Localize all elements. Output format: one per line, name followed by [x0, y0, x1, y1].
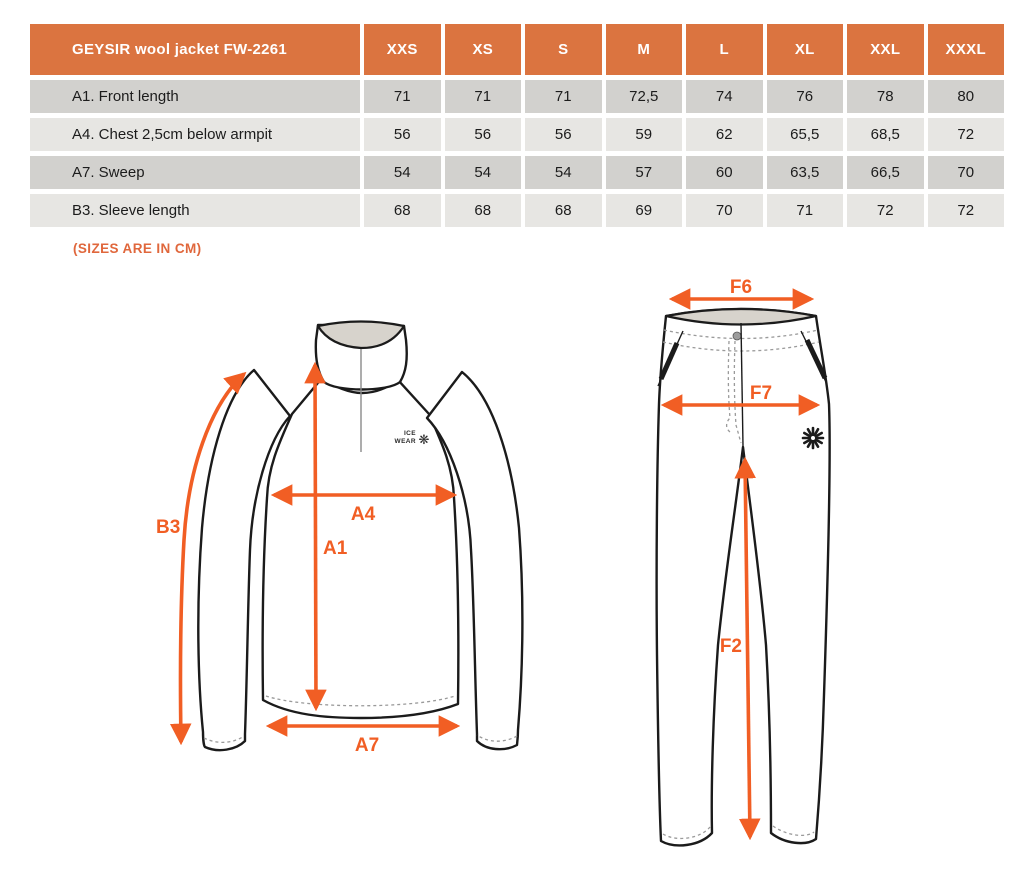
table-cell: 60 [686, 156, 763, 189]
table-cell: 56 [445, 118, 522, 151]
snowflake-icon: ❋ [418, 432, 430, 447]
table-cell: 59 [606, 118, 683, 151]
measurement-label-f2: F2 [719, 636, 742, 657]
table-cell: 72 [928, 194, 1005, 227]
table-cell: 68,5 [847, 118, 924, 151]
measurement-arrow-f2 [745, 460, 750, 837]
table-cell: 70 [686, 194, 763, 227]
table-cell: 65,5 [767, 118, 844, 151]
table-cell: 68 [445, 194, 522, 227]
size-header-l: L [686, 24, 763, 75]
table-cell: 56 [364, 118, 441, 151]
row-label-sweep: A7. Sweep [30, 156, 360, 189]
size-header-xxs: XXS [364, 24, 441, 75]
measurement-arrow-a1 [315, 365, 316, 708]
pants-body [657, 309, 830, 845]
table-cell: 72,5 [606, 80, 683, 113]
measurement-label-a4: A4 [350, 504, 376, 525]
table-cell: 56 [525, 118, 602, 151]
table-cell: 70 [928, 156, 1005, 189]
table-cell: 68 [364, 194, 441, 227]
measurement-label-f6: F6 [729, 277, 753, 298]
size-header-xxxl: XXXL [928, 24, 1005, 75]
pants-diagram [630, 275, 920, 870]
row-label-sleeve-length: B3. Sleeve length [30, 194, 360, 227]
size-header-xxl: XXL [847, 24, 924, 75]
table-cell: 71 [445, 80, 522, 113]
size-table [30, 24, 1004, 227]
table-cell: 80 [928, 80, 1005, 113]
table-cell: 71 [525, 80, 602, 113]
measurement-label-b3: B3 [156, 517, 181, 538]
waist-button [733, 332, 741, 340]
size-header-s: S [525, 24, 602, 75]
table-cell: 66,5 [847, 156, 924, 189]
sizes-unit-note: (SIZES ARE IN CM) [73, 241, 202, 256]
table-cell: 68 [525, 194, 602, 227]
jacket-diagram [140, 300, 560, 770]
measurement-label-f7: F7 [749, 383, 773, 404]
size-header-xs: XS [445, 24, 522, 75]
table-cell: 62 [686, 118, 763, 151]
size-header-xl: XL [767, 24, 844, 75]
measurement-label-a1: A1 [323, 538, 348, 559]
table-cell: 74 [686, 80, 763, 113]
table-cell: 72 [928, 118, 1005, 151]
measurement-label-a7: A7 [354, 735, 380, 756]
table-cell: 76 [767, 80, 844, 113]
table-cell: 54 [525, 156, 602, 189]
table-cell: 78 [847, 80, 924, 113]
table-cell: 71 [767, 194, 844, 227]
pants-drawing [657, 309, 830, 845]
table-cell: 54 [445, 156, 522, 189]
table-header-product: GEYSIR wool jacket FW-2261 [30, 24, 360, 75]
row-label-chest: A4. Chest 2,5cm below armpit [30, 118, 360, 151]
logo-text-line1: ICE [403, 430, 416, 437]
table-cell: 72 [847, 194, 924, 227]
size-header-m: M [606, 24, 683, 75]
table-cell: 71 [364, 80, 441, 113]
table-cell: 57 [606, 156, 683, 189]
table-cell: 54 [364, 156, 441, 189]
row-label-front-length: A1. Front length [30, 80, 360, 113]
jacket-drawing [198, 322, 522, 751]
table-cell: 69 [606, 194, 683, 227]
table-cell: 63,5 [767, 156, 844, 189]
logo-text-line2: WEAR [394, 438, 416, 445]
